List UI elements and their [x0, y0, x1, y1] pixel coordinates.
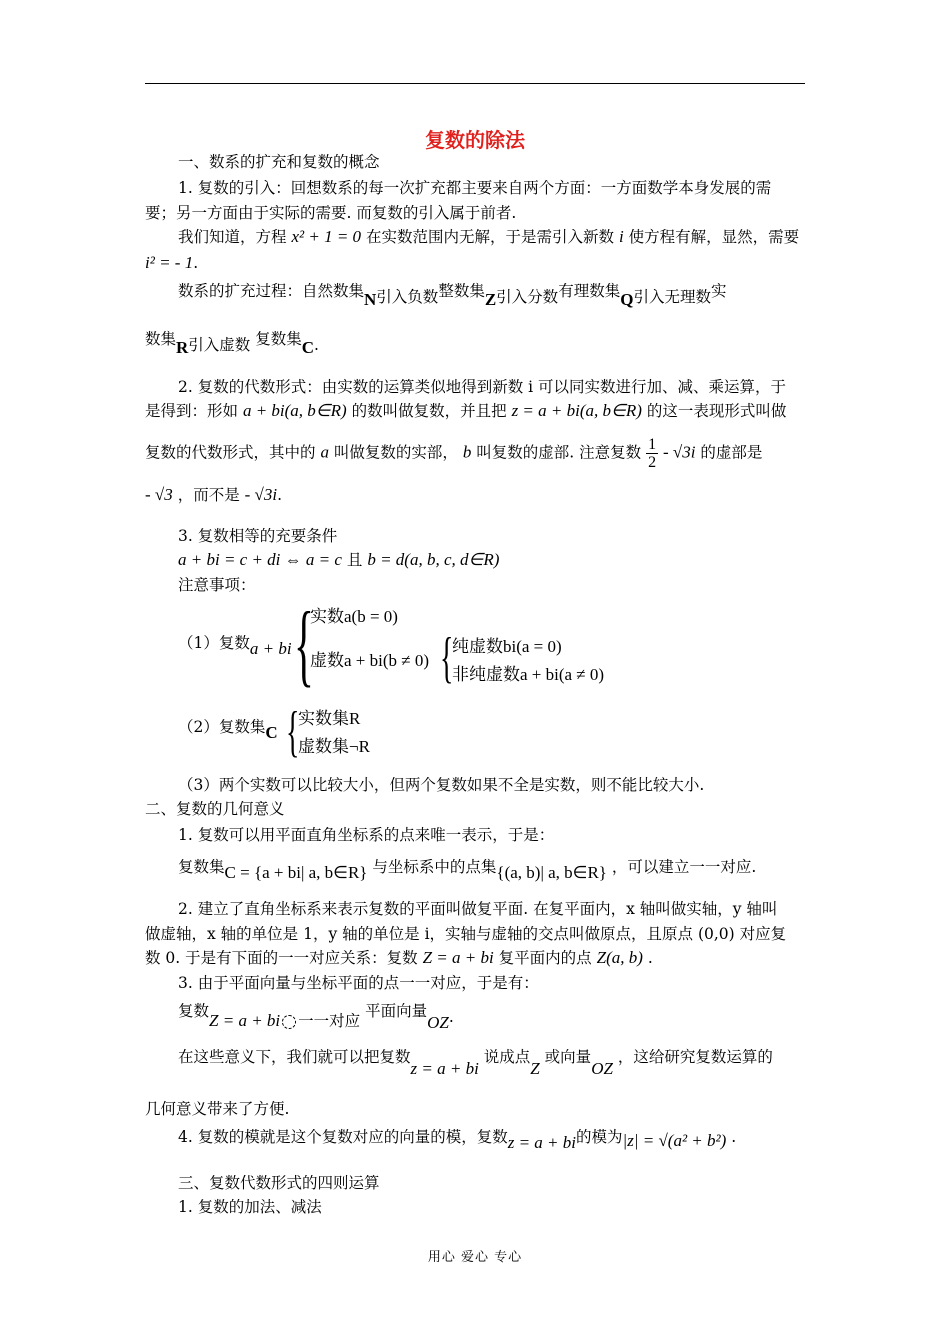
text: 整数集	[438, 282, 485, 300]
geometric-3-mapping: 复数Z = a + bi 一一对应 平面向量OZ.	[178, 1002, 454, 1032]
section-3-heading: 3. 复数相等的充要条件	[178, 527, 338, 545]
set-expression: C = {a + bi| a, b∈R}	[224, 863, 368, 882]
vector-OZ: OZ	[427, 1013, 449, 1032]
text: 使方程有解，显然，需要	[628, 228, 800, 246]
correspondence-icon	[282, 1015, 296, 1029]
geometric-2-line2: 做虚轴，x 轴的单位是 1，y 轴的单位是 i，实轴与虚轴的交点叫做原点，且原点 (0,0) 对应复	[145, 925, 787, 943]
text: ，可以建立一一对应.	[611, 858, 757, 876]
geometric-1: 1. 复数可以用平面直角坐标系的点来唯一表示，于是：	[178, 826, 555, 844]
text: ，而不是	[177, 486, 240, 504]
set-C: C	[265, 723, 278, 742]
header-rule	[145, 83, 805, 84]
set-N: N	[364, 290, 377, 309]
text: 数集	[145, 330, 177, 348]
math-expression: a + bi = c + di ⇔ a = c	[178, 550, 342, 569]
text: 虚数集¬R	[298, 737, 370, 756]
text: 在实数范围内无解，于是需引入新数	[365, 228, 614, 246]
fraction	[646, 436, 658, 471]
section-heading-3: 三、复数代数形式的四则运算	[178, 1174, 380, 1192]
note-label: 注意事项：	[178, 576, 256, 594]
set-expression: {(a, b)| a, b∈R}	[496, 863, 607, 882]
real-number-case	[310, 606, 398, 628]
math-expression: b = d(a, b, c, d∈R)	[367, 550, 500, 569]
text: 我们知道，方程	[178, 228, 287, 246]
paragraph-algebraic-line1: 2. 复数的代数形式：由实数的运算类似地得到新数 i 可以同实数进行加、减、乘运算，于	[178, 378, 787, 396]
section-heading-1: 一、数系的扩充和复数的概念	[178, 153, 380, 171]
left-brace: {	[294, 593, 314, 695]
text: 复数的代数形式，其中的	[145, 443, 316, 462]
text: 一一对应	[298, 1012, 361, 1030]
math-expression: - √3	[145, 485, 173, 504]
text: 与坐标系中的点集	[372, 858, 497, 876]
text: 在这些意义下，我们就可以把复数	[178, 1048, 411, 1066]
geometric-3: 3. 由于平面向量与坐标平面的点一一对应，于是有：	[178, 974, 539, 992]
paragraph-extension-line2: 数集R引入虚数 复数集C.	[145, 330, 319, 357]
text: 复数集	[255, 330, 302, 348]
math-expression: z = a + bi(a, b∈R)	[511, 401, 642, 420]
section-heading-2: 二、复数的几何意义	[145, 800, 285, 818]
math-expression: - √3i	[663, 442, 696, 462]
math-expression: z = a + bi	[410, 1059, 479, 1078]
numerator: 1	[648, 436, 657, 453]
imaginary-set	[298, 736, 370, 758]
text: 实	[710, 282, 727, 300]
text: 复平面内的点	[498, 949, 592, 967]
text: 引入分数	[496, 288, 559, 306]
math-expression: z = a + bi	[507, 1133, 577, 1152]
text: 引入无理数	[633, 288, 711, 306]
text: 叫复数的虚部. 注意复数	[476, 443, 642, 462]
set-C: C	[301, 338, 315, 357]
math-expression: a + bi	[249, 639, 292, 658]
text: 数系的扩充过程：自然数集	[178, 282, 365, 300]
paragraph-intro-line1: 1. 复数的引入：回想数系的每一次扩充都主要来自两个方面：一方面数学本身发展的需	[178, 179, 772, 197]
text: 实数a(b = 0)	[310, 607, 398, 626]
math-expression: - √3i	[244, 485, 278, 504]
geometric-1-sets	[178, 856, 757, 882]
set-Z: Z	[484, 290, 497, 309]
vector-OZ: OZ	[591, 1059, 613, 1078]
note-3: （3）两个实数可以比较大小，但两个复数如果不全是实数，则不能比较大小.	[178, 776, 705, 794]
math-expression: Z = a + bi	[422, 948, 494, 967]
text: 有理数集	[558, 282, 621, 300]
page-footer: 用心 爱心 专心	[427, 1250, 523, 1265]
text: 虚数a + bi(b ≠ 0)	[310, 651, 430, 670]
text: 的数叫做复数，并且把	[351, 402, 507, 420]
set-R: R	[176, 338, 189, 357]
text: （1）复数	[178, 634, 250, 652]
text: 数 0. 于是有下面的一一对应关系：复数	[145, 949, 418, 967]
text: ，这给研究复数运算的	[617, 1048, 773, 1066]
equality-condition	[178, 549, 499, 571]
text: 纯虚数bi(a = 0)	[452, 637, 562, 656]
math-expression: Z(a, b)	[596, 948, 643, 967]
text: 的模为	[576, 1128, 623, 1146]
left-brace: {	[440, 627, 454, 689]
geometric-meaning-line2: 几何意义带来了方便.	[145, 1100, 290, 1118]
set-Q: Q	[620, 290, 634, 309]
text: 引入虚数	[188, 336, 251, 354]
text: 平面向量	[365, 1002, 428, 1020]
text: 引入负数	[376, 288, 439, 306]
geometric-meaning-line1	[178, 1046, 773, 1078]
pure-imaginary-case	[452, 636, 562, 658]
denominator: 2	[648, 454, 657, 471]
imaginary-number-case	[310, 650, 429, 672]
paragraph-algebraic-line2	[145, 400, 786, 422]
note-2-label	[178, 716, 278, 742]
text: 4. 复数的模就是这个复数对应的向量的模，复数	[178, 1128, 508, 1146]
text: 复数集	[178, 858, 225, 876]
page-title: 复数的除法	[425, 128, 525, 152]
math-i-squared: i² = - 1.	[145, 253, 199, 272]
point-Z: Z	[530, 1059, 540, 1078]
geometric-2-line3: 数 0. 于是有下面的一一对应关系：复数 Z = a + bi 复平面内的点 Z(a, b) .	[145, 948, 653, 967]
left-brace: {	[286, 701, 300, 763]
math-i: i	[618, 227, 624, 246]
text: 或向量	[544, 1048, 592, 1066]
text: 是得到：形如	[145, 402, 239, 420]
paragraph-equation	[178, 226, 799, 248]
paragraph-algebraic-line4: - √3 ，而不是 - √3i.	[145, 485, 283, 504]
paragraph-intro-line2: 要；另一方面由于实际的需要. 而复数的引入属于前者.	[145, 204, 517, 222]
non-pure-imaginary-case	[452, 664, 604, 686]
real-set	[298, 708, 360, 730]
text: 叫做复数的实部，	[333, 443, 458, 462]
math-expression: a + bi(a, b∈R)	[242, 401, 347, 420]
text: 非纯虚数a + bi(a ≠ 0)	[452, 665, 605, 684]
paragraph-extension	[178, 280, 727, 309]
math-expression: Z = a + bi	[209, 1011, 281, 1030]
text: 说成点	[483, 1048, 531, 1066]
text: 实数集R	[298, 709, 361, 728]
modulus-paragraph: 4. 复数的模就是这个复数对应的向量的模，复数z = a + bi的模为|z| = √(a² + b²) .	[178, 1128, 737, 1152]
paragraph-algebraic-line3: 复数的代数形式，其中的 a 叫做复数的实部， b 叫复数的虚部. 注意复数 $\frac{1}{2}$ - √3i 的虚部是	[145, 436, 763, 471]
text: 复数	[178, 1002, 210, 1020]
note-1-label	[178, 632, 292, 658]
text: 且	[346, 551, 363, 569]
math-equation: i² = - 1	[145, 253, 194, 272]
add-subtract-heading: 1. 复数的加法、减法	[178, 1198, 322, 1216]
text: （2）复数集	[178, 718, 266, 736]
math-equation: x² + 1 = 0	[291, 227, 362, 246]
text: 的这一表现形式叫做	[646, 402, 787, 420]
geometric-2-line1: 2. 建立了直角坐标系来表示复数的平面叫做复平面. 在复平面内，x 轴叫做实轴，y 轴叫	[178, 900, 778, 918]
math-expression: |z| = √(a² + b²)	[622, 1131, 727, 1150]
text: 的虚部是	[700, 443, 763, 462]
